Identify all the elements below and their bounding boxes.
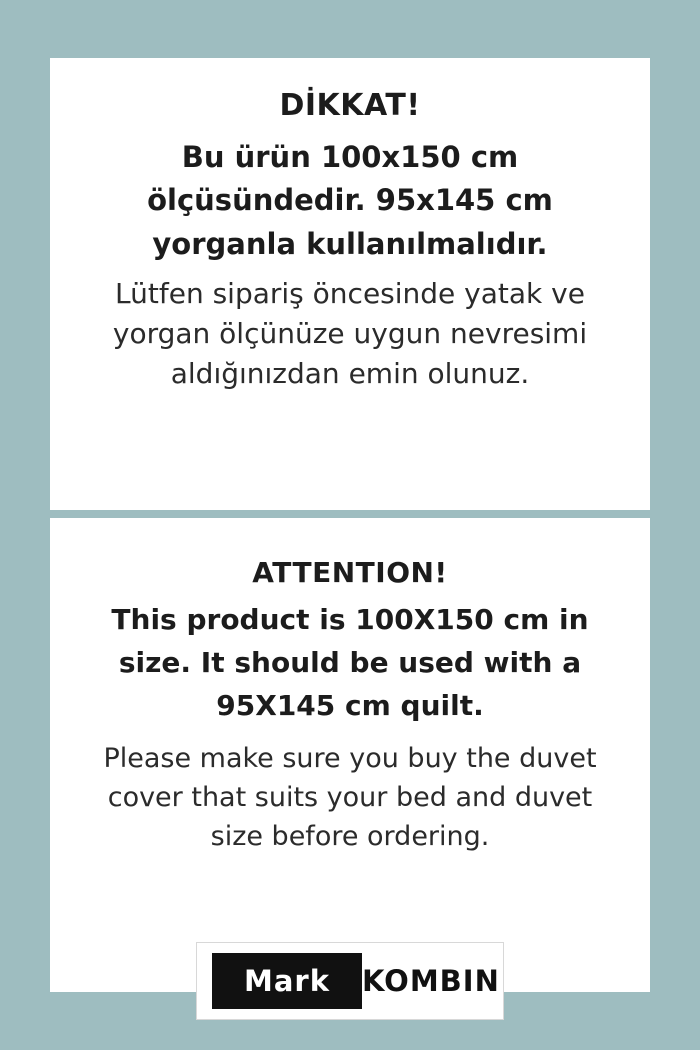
logo-lockup [212,953,500,1009]
english-bold-line-3: 95X145 cm quilt. [216,689,484,723]
english-body-text: Please make sure you buy the duvet cover that suits your bed and duvet size before ordering. [103,743,597,853]
brand-logo [196,942,504,1020]
turkish-bold-line-1: Bu ürün 100x150 cm [181,139,519,174]
logo-mark-text: Mark [212,953,362,1009]
turkish-notice-card [50,58,650,510]
english-bold-line-2: size. It should be used with a [118,646,582,680]
turkish-body-text: Lütfen sipariş öncesinde yatak ve yorgan ölçünüze uygun nevresimi aldığınızdan emin olunuz. [112,276,588,390]
turkish-bold-line-3: yorganla kullanılmalıdır. [152,226,548,261]
english-notice-card [50,518,650,992]
english-bold-line-1: This product is 100X150 cm in [111,603,589,637]
logo-kombin-text: KOMBIN [362,953,500,1009]
english-title: ATTENTION! [252,556,448,589]
turkish-title: DİKKAT! [279,88,421,123]
turkish-bold-line-2: ölçüsündedir. 95x145 cm [147,183,553,218]
